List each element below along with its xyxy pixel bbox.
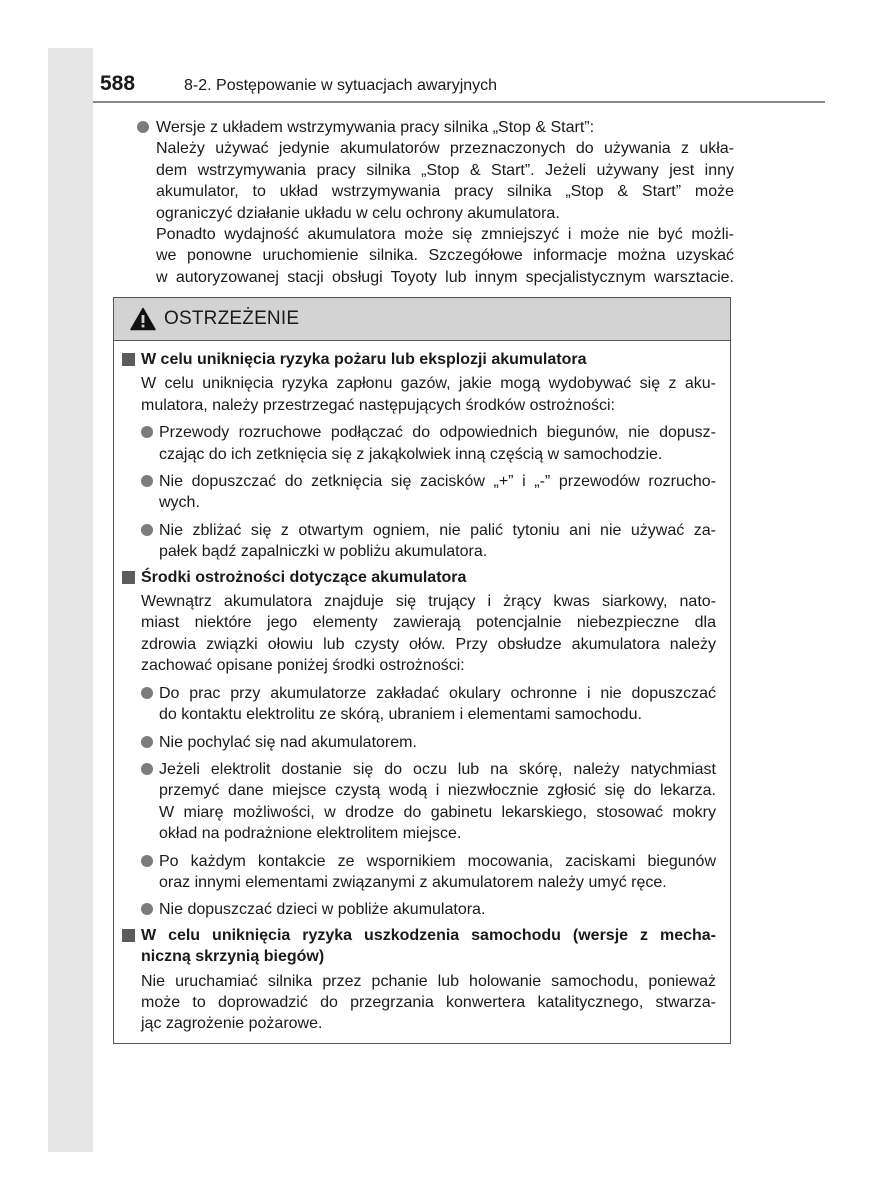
text-line: może to doprowadzić do przegrzania konwertera katalitycznego, stwarza- (141, 993, 716, 1011)
bullet-dot-icon (141, 855, 153, 867)
sub-heading (120, 567, 716, 588)
bullet-dot-icon (141, 524, 153, 536)
list-item (120, 899, 716, 920)
warning-header (114, 298, 730, 341)
text-line: Nie uruchamiać silnika przez pchanie lub holowanie samochodu, ponieważ (141, 972, 716, 990)
paragraph (120, 971, 716, 1035)
list-item (120, 422, 716, 465)
text-line: Nie dopuszczać do zetknięcia się zacisków „+” i „-” przewodów rozrucho- (159, 473, 716, 491)
paragraph (120, 373, 716, 416)
list-item (120, 683, 716, 726)
header-rule (93, 101, 825, 103)
text-line: w autoryzowanej stacji obsługi Toyoty lub innym specjalistycznym warsztacie. (156, 268, 734, 286)
sub-heading (120, 349, 716, 370)
text-line: Wewnątrz akumulatora znajduje się trujący i żrący kwas siarkowy, nato- (141, 593, 716, 611)
warning-triangle-icon (130, 307, 156, 331)
text-line: Po każdym kontakcie ze wspornikiem mocowania, zaciskami biegunów (159, 852, 716, 870)
intro-bullet (134, 117, 734, 288)
side-bar (48, 48, 93, 1152)
bullet-dot-icon (141, 736, 153, 748)
text-line: do kontaktu elektrolitu ze skórą, ubraniem i elementami samochodu. (159, 706, 642, 724)
text-line: zdrowia związki ołowiu lub czysty ołów. Przy obsłudze akumulatora należy (141, 635, 716, 653)
text-line: miast niektóre jego elementy zawierają potencjalnie niebezpieczne dla (141, 614, 716, 632)
list-item (120, 759, 716, 845)
text-line: niczną skrzynią biegów) (141, 948, 325, 966)
text-line: mulatora, należy przestrzegać następujących środków ostrożności: (141, 396, 615, 414)
text-line: Do prac przy akumulatorze zakładać okulary ochronne i nie dopuszczać (159, 684, 716, 702)
text-line: okład na podrażnione elektrolitem miejsce. (159, 825, 462, 843)
page-number: 588 (100, 72, 136, 95)
text-line: ograniczyć działanie układu w celu ochrony akumulatora. (156, 204, 560, 222)
text-line: Nie pochylać się nad akumulatorem. (159, 733, 417, 751)
text-line: oraz innymi elementami związanymi z akumulatorem należy umyć ręce. (159, 873, 667, 891)
list-item (120, 851, 716, 894)
text-line: Ponadto wydajność akumulatora może się zmniejszyć i może nie być możli- (156, 226, 734, 244)
text-line: Środki ostrożności dotyczące akumulatora (141, 568, 467, 586)
text-line: dem wstrzymywania pracy silnika „Stop & Start”. Jeżeli używany jest inny (156, 161, 734, 179)
text-line: Nie dopuszczać dzieci w pobliże akumulatora. (159, 901, 486, 919)
list-item (120, 471, 716, 514)
list-item (120, 732, 716, 753)
text-line: zachować opisane poniżej środki ostrożności: (141, 657, 465, 675)
text-line: czając do ich zetknięcia się z jakąkolwiek inną częścią w samochodzie. (159, 445, 663, 463)
text-line: Należy używać jedynie akumulatorów przeznaczonych do używania z ukła- (156, 140, 734, 158)
warning-title: OSTRZEŻENIE (164, 308, 300, 329)
text-line: Jeżeli elektrolit dostanie się do oczu lub na skórę, należy natychmiast (159, 760, 716, 778)
warning-box (113, 297, 731, 1044)
text-line: we ponowne uruchomienie silnika. Szczegółowe informacje można uzyskać (156, 247, 734, 265)
bullet-dot-icon (141, 475, 153, 487)
text-line: Wersje z układem wstrzymywania pracy silnika „Stop & Start”: (156, 119, 595, 136)
text-line: Nie zbliżać się z otwartym ogniem, nie palić tytoniu ani nie używać za- (159, 521, 716, 539)
text-line: W celu uniknięcia ryzyka pożaru lub eksplozji akumulatora (141, 351, 587, 368)
text-line: W celu uniknięcia ryzyka zapłonu gazów, jakie mogą wydobywać się z aku- (141, 375, 716, 393)
square-bullet-icon (122, 571, 135, 584)
warning-body (114, 341, 730, 1035)
text-line: przemyć dane miejsce czystą wodą i niezwłocznie zgłosić się do lekarza. (159, 782, 716, 800)
list-item (134, 117, 734, 288)
list-item (120, 520, 716, 563)
square-bullet-icon (122, 353, 135, 366)
text-line: W miarę możliwości, w drodze do gabinetu lekarskiego, stosować mokry (159, 803, 716, 821)
text-line: wych. (159, 494, 200, 512)
bullet-dot-icon (141, 903, 153, 915)
page-header (100, 72, 497, 98)
bullet-dot-icon (137, 121, 149, 133)
bullet-dot-icon (141, 763, 153, 775)
text-line: jąc zagrożenie pożarowe. (141, 1015, 323, 1033)
sub-heading (120, 925, 716, 968)
text-line: akumulator, to układ wstrzymywania pracy silnika „Stop & Start” może (156, 183, 734, 201)
bullet-dot-icon (141, 426, 153, 438)
text-line: Przewody rozruchowe podłączać do odpowiednich biegunów, nie dopusz- (159, 424, 716, 442)
text-line: pałek bądź zapalniczki w pobliżu akumulatora. (159, 543, 488, 561)
bullet-dot-icon (141, 687, 153, 699)
paragraph (120, 591, 716, 677)
text-line: W celu uniknięcia ryzyka uszkodzenia samochodu (wersje z mecha- (141, 926, 716, 944)
square-bullet-icon (122, 929, 135, 942)
section-title: 8-2. Postępowanie w sytuacjach awaryjnych (184, 77, 498, 94)
